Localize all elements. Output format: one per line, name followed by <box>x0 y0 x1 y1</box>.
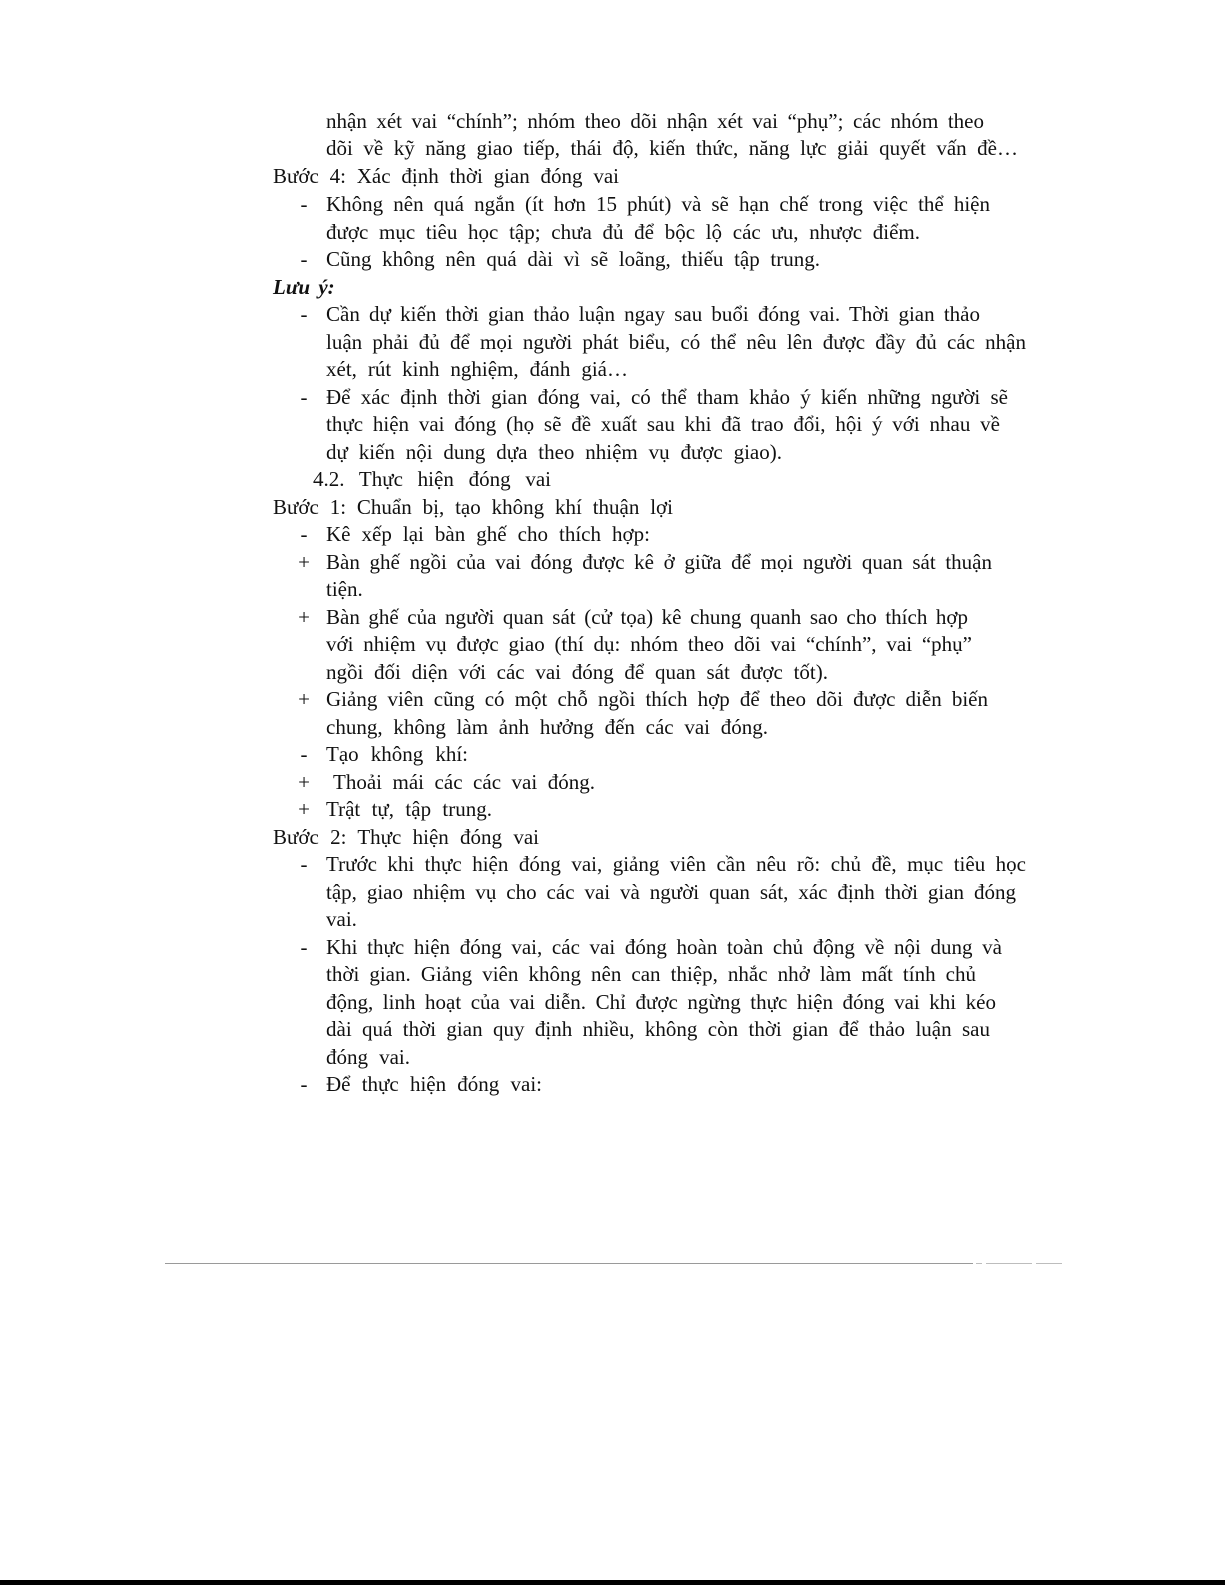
line-text: động, linh hoạt của vai diễn. Chỉ được ngừng thực hiện đóng vai khi kéo <box>326 990 996 1014</box>
line-text: với nhiệm vụ được giao (thí dụ: nhóm theo dõi vai “chính”, vai “phụ” <box>326 632 972 656</box>
bullet-marker: - <box>300 522 308 546</box>
line-text: Bàn ghế của người quan sát (cử tọa) kê chung quanh sao cho thích hợp <box>326 605 968 629</box>
sub-bullet-item <box>0 768 1225 796</box>
line-text: dài quá thời gian quy định nhiều, không còn thời gian để thảo luận sau <box>326 1017 990 1041</box>
footer-rule-dash <box>976 1263 982 1264</box>
text-line <box>0 575 1225 603</box>
bullet-marker: - <box>300 247 308 271</box>
text-line <box>0 355 1225 383</box>
bullet-item <box>0 933 1225 961</box>
sub-bullet-item <box>0 795 1225 823</box>
bullet-marker: + <box>298 770 310 794</box>
page-bottom-edge <box>0 1580 1225 1585</box>
line-text: đóng vai. <box>326 1045 410 1069</box>
text-line <box>0 905 1225 933</box>
bullet-item <box>0 1070 1225 1098</box>
text-line <box>0 988 1225 1016</box>
bullet-marker: - <box>300 852 308 876</box>
line-text: thực hiện vai đóng (họ sẽ đề xuất sau khi đã trao đổi, hội ý với nhau về <box>326 412 1000 436</box>
line-text: Bước 1: Chuẩn bị, tạo không khí thuận lợi <box>273 495 673 519</box>
line-text: dự kiến nội dung dựa theo nhiệm vụ được giao). <box>326 440 782 464</box>
text-line <box>0 438 1225 466</box>
bullet-marker: - <box>300 302 308 326</box>
sub-bullet-item <box>0 603 1225 631</box>
text-line <box>0 713 1225 741</box>
line-text: Trật tự, tập trung. <box>326 797 492 821</box>
bullet-marker: - <box>300 742 308 766</box>
line-text: tiện. <box>326 577 363 601</box>
line-text: vai. <box>326 907 357 931</box>
line-text: Bước 4: Xác định thời gian đóng vai <box>273 164 619 188</box>
bullet-marker: - <box>300 192 308 216</box>
line-text: Bàn ghế ngồi của vai đóng được kê ở giữa để mọi người quan sát thuận <box>326 550 992 574</box>
footer-rule-dash <box>1036 1263 1062 1264</box>
footer-rule <box>165 1263 973 1264</box>
line-text: luận phải đủ để mọi người phát biểu, có thể nêu lên được đầy đủ các nhận <box>326 330 1026 354</box>
line-text: nhận xét vai “chính”; nhóm theo dõi nhận xét vai “phụ”; các nhóm theo <box>326 109 984 133</box>
line-text: tập, giao nhiệm vụ cho các vai và người quan sát, xác định thời gian đóng <box>326 880 1016 904</box>
text-line <box>0 218 1225 246</box>
text-line <box>0 134 1225 162</box>
line-text: xét, rút kinh nghiệm, đánh giá… <box>326 357 628 381</box>
sub-bullet-item <box>0 685 1225 713</box>
line-text: Không nên quá ngắn (ít hơn 15 phút) và sẽ hạn chế trong việc thể hiện <box>326 192 990 216</box>
line-text: Cần dự kiến thời gian thảo luận ngay sau buổi đóng vai. Thời gian thảo <box>326 302 980 326</box>
sub-bullet-item <box>0 548 1225 576</box>
line-text: dõi về kỹ năng giao tiếp, thái độ, kiến thức, năng lực giải quyết vấn đề… <box>326 136 1018 160</box>
line-text: Để thực hiện đóng vai: <box>326 1072 542 1096</box>
text-line <box>0 878 1225 906</box>
bullet-item <box>0 245 1225 273</box>
step-heading <box>0 162 1225 190</box>
line-text: ngồi đối diện với các vai đóng để quan sát được tốt). <box>326 660 828 684</box>
line-text: 4.2. Thực hiện đóng vai <box>313 467 551 491</box>
text-line <box>0 1043 1225 1071</box>
text-line <box>0 630 1225 658</box>
text-line <box>0 107 1225 135</box>
bullet-marker: - <box>300 1072 308 1096</box>
footer-rule-dash <box>986 1263 1032 1264</box>
bullet-marker: + <box>298 687 310 711</box>
line-text: Giảng viên cũng có một chỗ ngồi thích hợp để theo dõi được diễn biến <box>326 687 988 711</box>
bullet-marker: + <box>298 550 310 574</box>
step-heading <box>0 493 1225 521</box>
note-heading <box>0 273 1225 301</box>
text-line <box>0 960 1225 988</box>
line-text: Trước khi thực hiện đóng vai, giảng viên cần nêu rõ: chủ đề, mục tiêu học <box>326 852 1026 876</box>
bullet-item <box>0 190 1225 218</box>
line-text: được mục tiêu học tập; chưa đủ để bộc lộ các ưu, nhược điểm. <box>326 220 920 244</box>
line-text: Bước 2: Thực hiện đóng vai <box>273 825 539 849</box>
text-line <box>0 1015 1225 1043</box>
bullet-marker: + <box>298 605 310 629</box>
line-text: chung, không làm ảnh hưởng đến các vai đóng. <box>326 715 768 739</box>
line-text: Cũng không nên quá dài vì sẽ loãng, thiếu tập trung. <box>326 247 820 271</box>
bullet-item <box>0 383 1225 411</box>
note-label: Lưu ý: <box>273 275 335 299</box>
bullet-item <box>0 300 1225 328</box>
line-text: thời gian. Giảng viên không nên can thiệp, nhắc nhở làm mất tính chủ <box>326 962 976 986</box>
text-line <box>0 410 1225 438</box>
text-line <box>0 658 1225 686</box>
bullet-marker: - <box>300 385 308 409</box>
line-text: Khi thực hiện đóng vai, các vai đóng hoàn toàn chủ động về nội dung và <box>326 935 1002 959</box>
step-heading <box>0 823 1225 851</box>
bullet-marker: - <box>300 935 308 959</box>
bullet-item <box>0 850 1225 878</box>
bullet-item <box>0 520 1225 548</box>
line-text: Thoải mái các các vai đóng. <box>333 770 595 794</box>
line-text: Kê xếp lại bàn ghế cho thích hợp: <box>326 522 650 546</box>
bullet-marker: + <box>298 797 310 821</box>
line-text: Tạo không khí: <box>326 742 468 766</box>
line-text: Để xác định thời gian đóng vai, có thể tham khảo ý kiến những người sẽ <box>326 385 1008 409</box>
bullet-item <box>0 740 1225 768</box>
text-line <box>0 328 1225 356</box>
section-heading <box>0 465 1225 493</box>
